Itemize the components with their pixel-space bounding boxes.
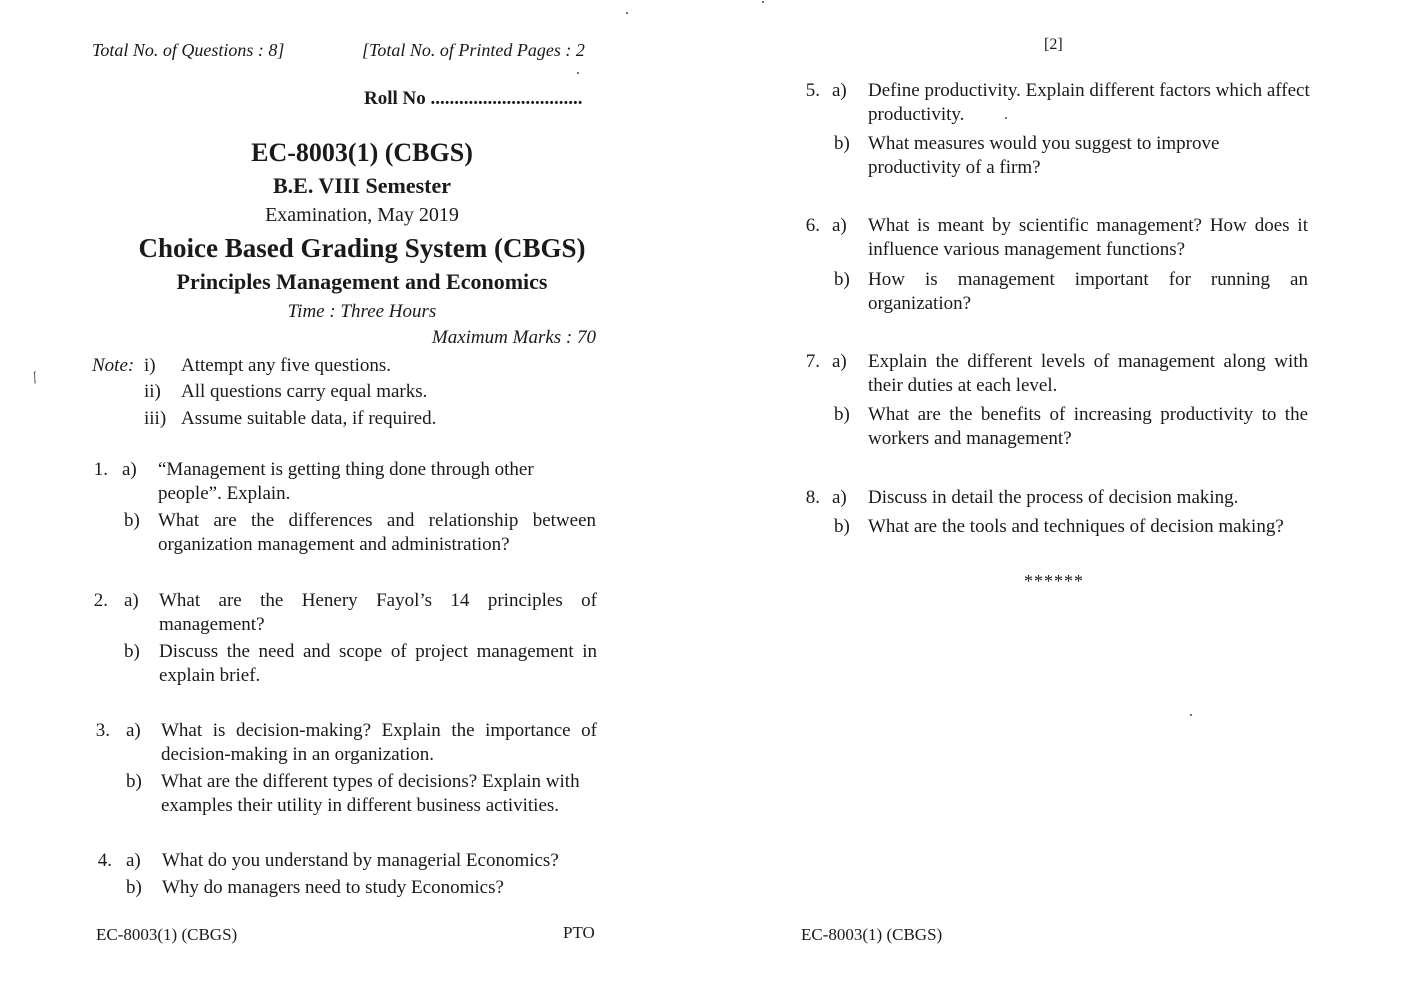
scan-speck [626,12,628,14]
part-label: a) [832,351,847,372]
question-number: 6. [805,215,820,236]
part-label: a) [832,80,847,101]
end-of-paper-mark: ****** [1024,571,1084,591]
question-number: 8. [805,487,820,508]
question-text: What are the Henery Fayol’s 14 principles of management? [159,590,597,635]
part-label: b) [126,877,142,898]
scan-speck [1190,714,1192,716]
question-7 [796,350,1312,450]
grading-system: Choice Based Grading System (CBGS) [138,233,586,263]
part-label: a) [126,720,141,741]
part-label: b) [124,641,140,662]
footer-paper-code: EC-8003(1) (CBGS) [801,925,943,944]
note-item-text: All questions carry equal marks. [181,381,428,402]
question-text: What are the tools and techniques of decision making? [868,516,1284,537]
question-text: What are the different types of decisions? Explain with examples their utility in different business activities. [161,771,580,816]
question-3 [86,719,602,819]
page-number: [2] [1044,36,1063,53]
footer-pto: PTO [563,923,595,942]
paper-code: EC-8003(1) (CBGS) [251,138,473,167]
question-2 [84,589,600,689]
total-printed-pages: [Total No. of Printed Pages : 2 [362,40,585,60]
part-label: b) [834,404,850,425]
question-text: How is management important for running an organization? [868,269,1308,314]
margin-mark: ー [25,369,43,386]
time-duration: Time : Three Hours [287,301,437,322]
question-5 [796,79,1312,179]
subject-title: Principles Management and Economics [176,269,548,294]
part-label: b) [124,510,140,531]
part-label: a) [832,487,847,508]
page-2 [702,0,1404,992]
note-item-num: ii) [144,381,161,402]
question-text: What are the differences and relationship between organization management and administration? [158,510,596,555]
note-item-num: i) [144,355,156,376]
part-label: a) [122,459,137,480]
question-text: What measures would you suggest to improve productivity of a firm? [868,133,1220,178]
total-questions: Total No. of Questions : 8] [92,40,285,60]
question-text: Discuss the need and scope of project management in explain brief. [159,641,597,686]
roll-no-field: Roll No ................................ [364,88,583,109]
question-number: 7. [805,351,820,372]
part-label: b) [834,269,850,290]
scan-speck [762,1,764,3]
question-number: 4. [97,850,112,871]
question-text: What do you understand by managerial Economics? [162,850,559,871]
question-8 [796,486,1312,546]
question-text: What is decision-making? Explain the importance of decision-making in an organization. [161,720,597,765]
part-label: b) [126,771,142,792]
question-text: “Management is getting thing done through other people”. Explain. [158,459,534,504]
part-label: a) [832,215,847,236]
note-item-text: Attempt any five questions. [181,355,392,376]
question-4 [88,849,604,909]
question-number: 3. [95,720,110,741]
part-label: b) [834,516,850,537]
question-1 [84,458,600,558]
question-text: Define productivity. Explain different factors which affect productivity. [868,80,1310,125]
question-text: Why do managers need to study Economics? [162,877,504,898]
semester: B.E. VIII Semester [272,173,452,198]
question-text: What is meant by scientific management? How does it influence various management functions? [868,215,1308,260]
question-6 [796,214,1312,314]
question-text: Explain the different levels of management along with their duties at each level. [868,351,1308,396]
part-label: b) [834,133,850,154]
part-label: a) [126,850,141,871]
question-text: Discuss in detail the process of decision making. [868,487,1239,508]
note-item-num: iii) [144,408,167,429]
scan-speck [577,72,579,74]
footer-paper-code: EC-8003(1) (CBGS) [96,925,238,944]
question-number: 1. [93,459,108,480]
note-label: Note: [92,355,135,376]
note-item-text: Assume suitable data, if required. [181,408,437,429]
question-text: What are the benefits of increasing productivity to the workers and management? [868,404,1308,449]
maximum-marks: Maximum Marks : 70 [431,327,596,348]
exam-session: Examination, May 2019 [265,204,459,226]
scan-speck [1005,117,1007,119]
question-number: 5. [805,80,820,101]
question-number: 2. [93,590,108,611]
part-label: a) [124,590,139,611]
